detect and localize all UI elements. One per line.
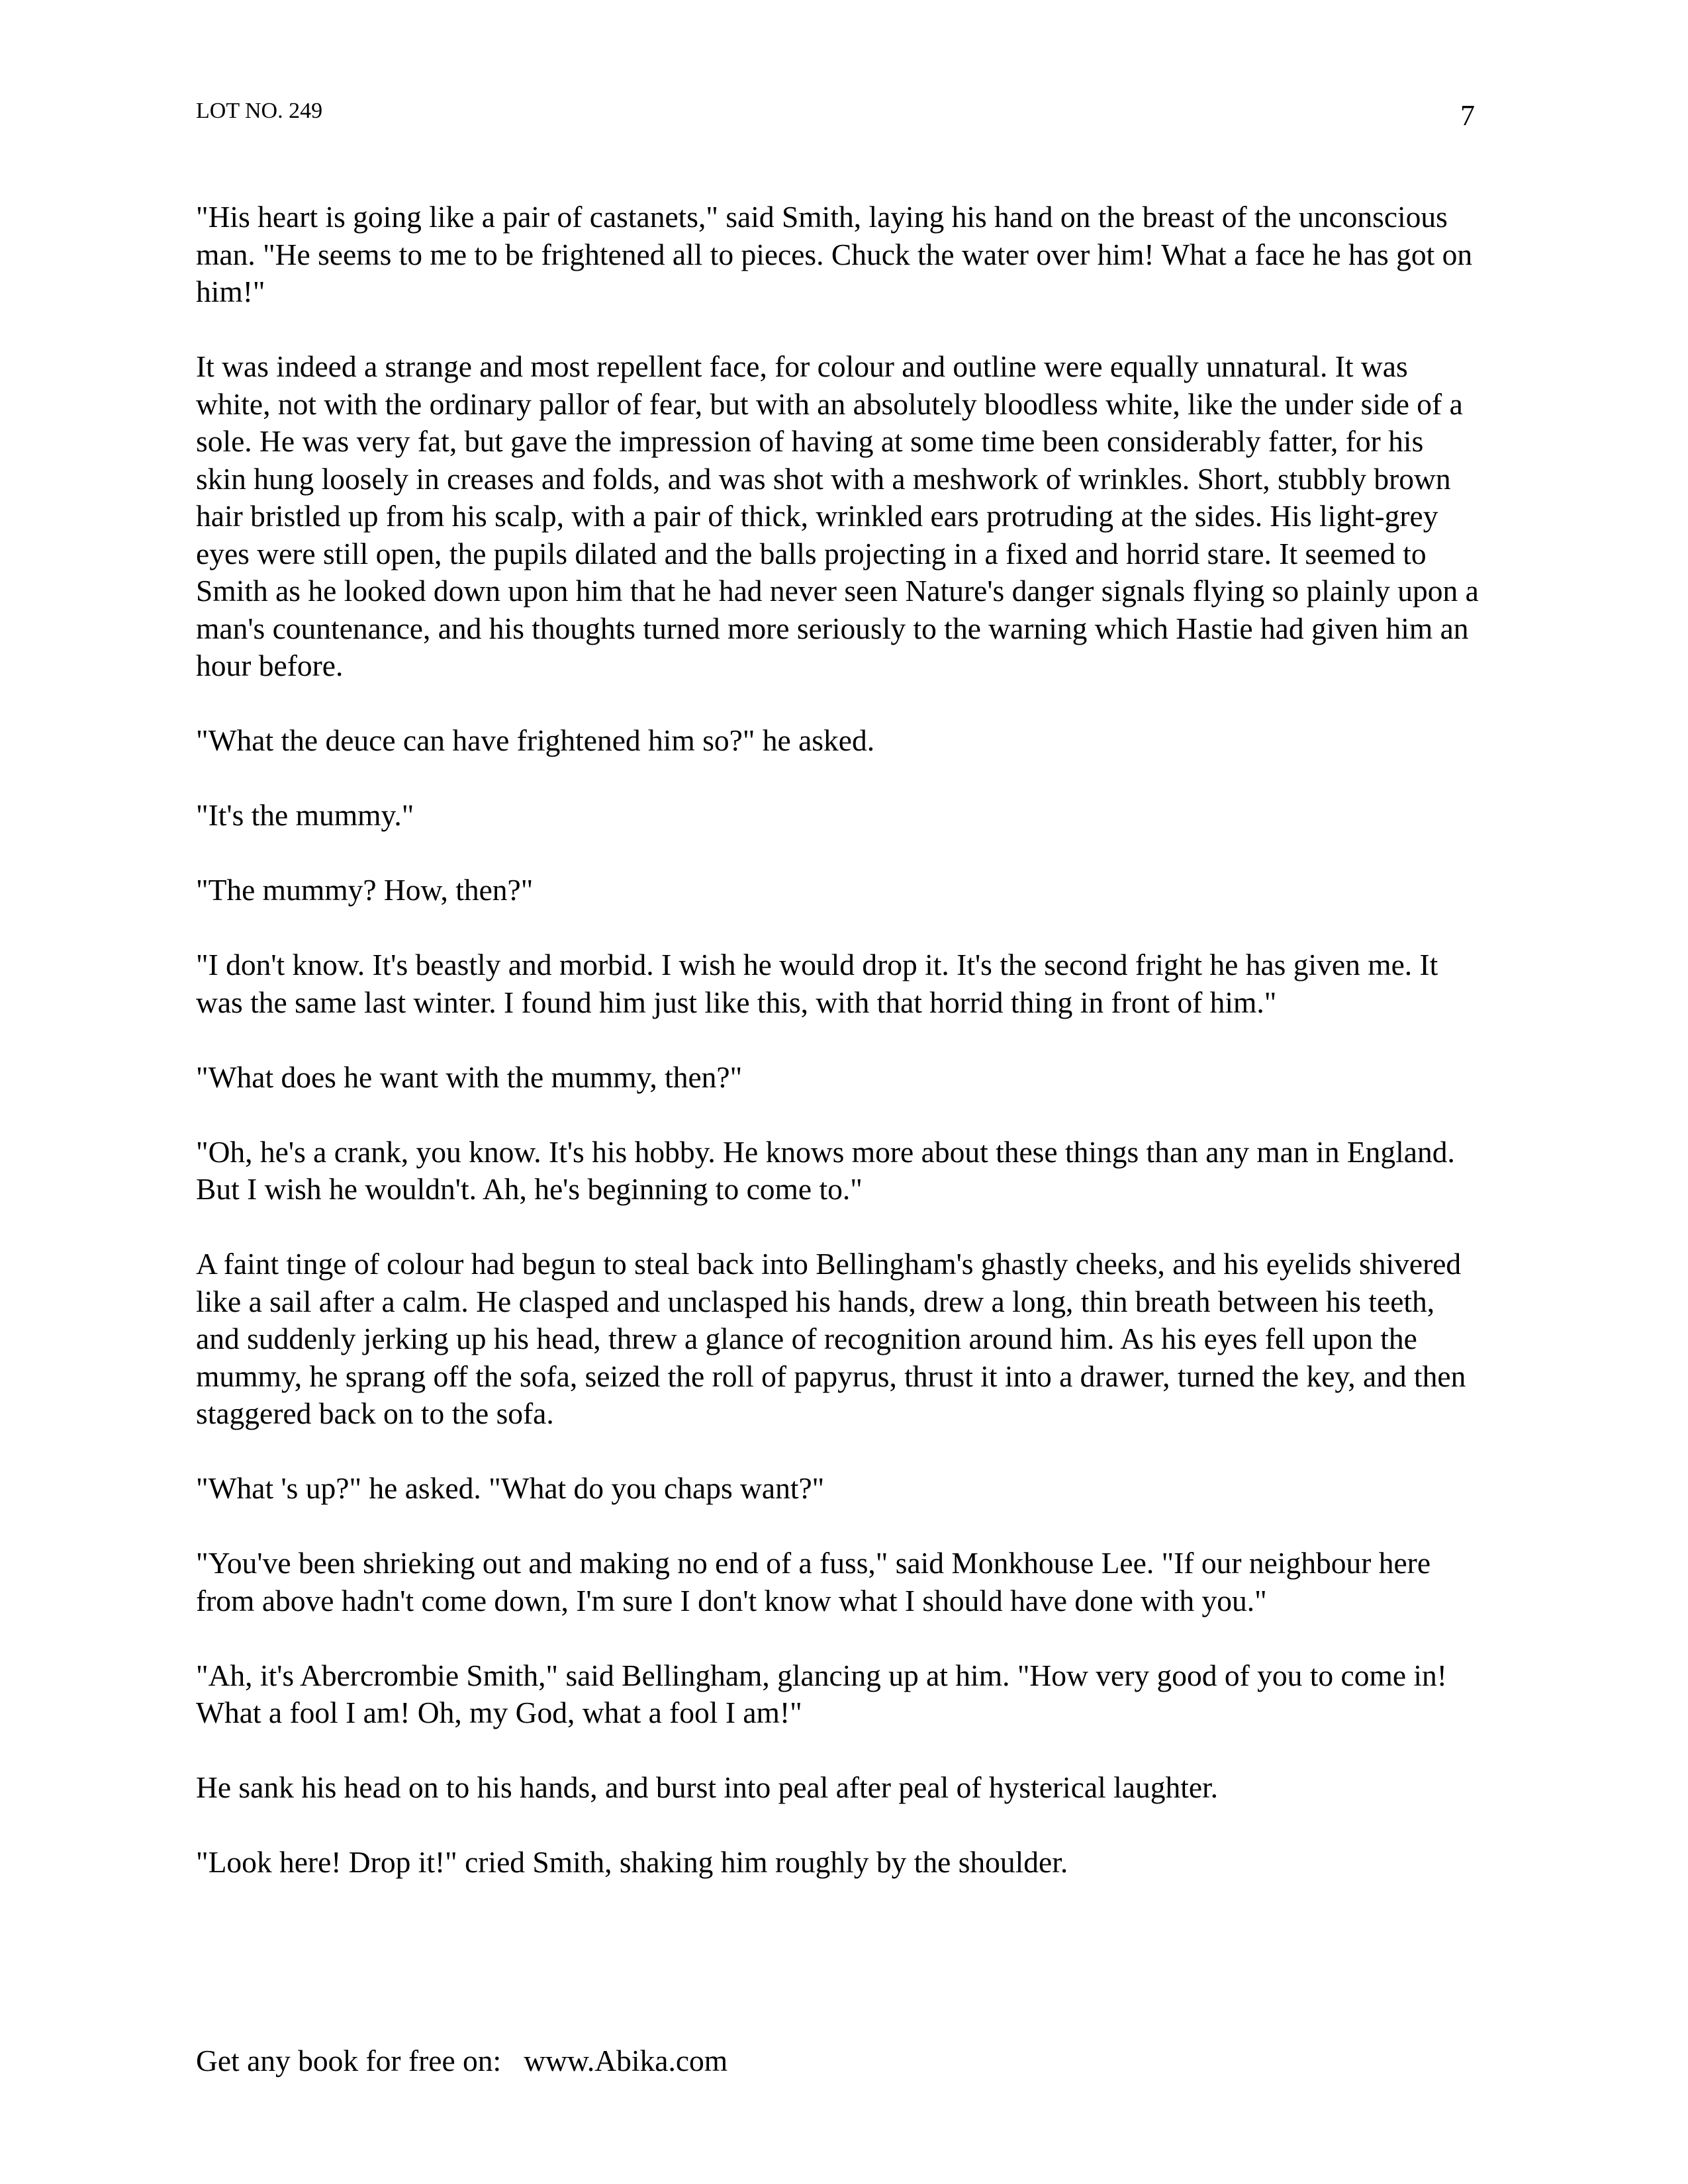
paragraph: A faint tinge of colour had begun to steal back into Bellingham's ghastly cheeks, and his eyelids shivered like a sail after a calm. He clasped and unclasped his hands, drew a long, thin breath between his teeth, and suddenly jerking up his head, threw a glance of recognition around him. As his eyes fell upon the mummy, he sprang off the sofa, seized the roll of papyrus, thrust it into a drawer, turned the key, and then staggered back on to the sofa. — [196, 1247, 1466, 1430]
paragraph: "It's the mummy." — [196, 798, 414, 832]
paragraph: "What the deuce can have frightened him so?" he asked. — [196, 723, 875, 757]
body-text — [196, 199, 1480, 1919]
paragraph: "Look here! Drop it!" cried Smith, shaking him roughly by the shoulder. — [196, 1845, 1068, 1879]
paragraph: "You've been shrieking out and making no end of a fuss," said Monkhouse Lee. "If our neighbour here from above hadn't come down, I'm sure I don't know what I should have done with you." — [196, 1546, 1431, 1617]
paragraph: "The mummy? How, then?" — [196, 873, 534, 907]
page-number: 7 — [1460, 99, 1475, 132]
paragraph: "What does he want with the mummy, then?" — [196, 1060, 743, 1094]
paragraph: "His heart is going like a pair of castanets," said Smith, laying his hand on the breast of the unconscious man. "He seems to me to be frightened all to pieces. Chuck the water over him! What a face he has got on him!" — [196, 200, 1473, 308]
footer-promo: Get any book for free on: www.Abika.com — [196, 2044, 728, 2077]
paragraph: "Ah, it's Abercrombie Smith," said Bellingham, glancing up at him. "How very good of you to come in! What a fool I am! Oh, my God, what a fool I am!" — [196, 1658, 1447, 1729]
paragraph: "I don't know. It's beastly and morbid. I wish he would drop it. It's the second fright he has given me. It was the same last winter. I found him just like this, with that horrid thing in front of him." — [196, 948, 1438, 1019]
paragraph: "What 's up?" he asked. "What do you chaps want?" — [196, 1471, 825, 1505]
paragraph: It was indeed a strange and most repellent face, for colour and outline were equally unnatural. It was white, not with the ordinary pallor of fear, but with an absolutely bloodless white, like the under side of a sole. He was very fat, but gave the impression of having at some time been considerably fatter, for his skin hung loosely in creases and folds, and was shot with a meshwork of wrinkles. Short, stubbly brown hair bristled up from his scalp, with a pair of thick, wrinkled ears protruding at the sides. His light-grey eyes were still open, the pupils dilated and the balls projecting in a fixed and horrid stare. It seemed to Smith as he looked down upon him that he had never seen Nature's danger signals flying so plainly upon a man's countenance, and his thoughts turned more seriously to the warning which Hastie had given him an hour before. — [196, 349, 1479, 682]
running-header: LOT NO. 249 — [196, 99, 323, 123]
paragraph: "Oh, he's a crank, you know. It's his hobby. He knows more about these things than any man in England. But I wish he wouldn't. Ah, he's beginning to come to." — [196, 1134, 1455, 1206]
paragraph: He sank his head on to his hands, and burst into peal after peal of hysterical laughter. — [196, 1770, 1219, 1804]
